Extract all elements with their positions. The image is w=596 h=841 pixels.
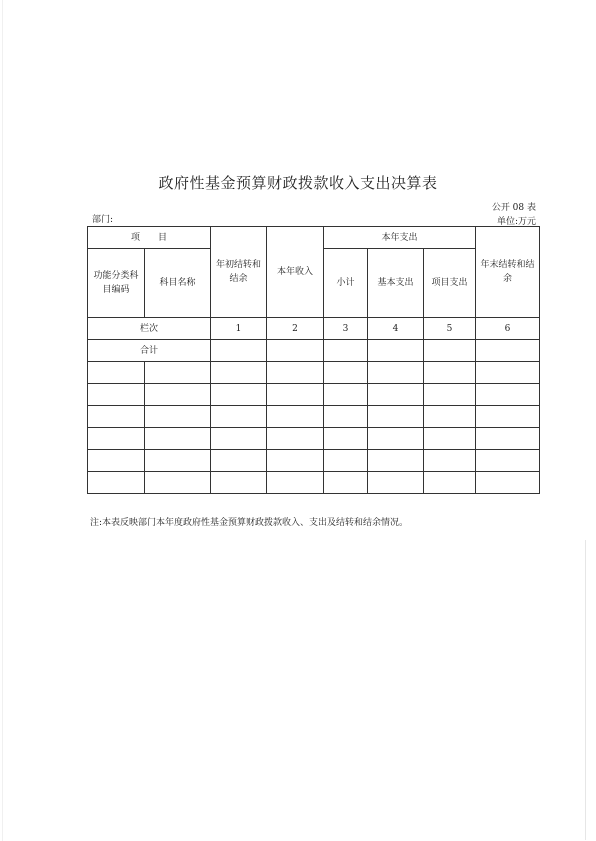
table-row [88, 472, 540, 494]
table-cell [424, 406, 476, 428]
table-cell [145, 362, 211, 384]
table-row [88, 384, 540, 406]
col-number: 6 [476, 318, 540, 340]
table-cell [267, 340, 324, 362]
table-row [88, 450, 540, 472]
table-cell [424, 384, 476, 406]
header-func-code: 功能分类科目编码 [88, 249, 145, 318]
header-expense-group: 本年支出 [324, 227, 476, 249]
table-cell [267, 384, 324, 406]
table-cell [145, 406, 211, 428]
table-cell [211, 428, 267, 450]
table-cell [88, 472, 145, 494]
header-year-income: 本年收入 [267, 227, 324, 318]
table-cell [267, 450, 324, 472]
scan-edge [2, 0, 3, 841]
table-cell [476, 340, 540, 362]
table-cell [368, 450, 424, 472]
table-cell [211, 362, 267, 384]
table-cell [324, 428, 368, 450]
table-cell [88, 428, 145, 450]
table-cell [145, 384, 211, 406]
header-subtotal: 小计 [324, 249, 368, 318]
header-begin-balance: 年初结转和结余 [211, 227, 267, 318]
unit-label: 单位:万元 [496, 217, 536, 227]
table-cell [211, 472, 267, 494]
table-cell [368, 428, 424, 450]
header-subject-name: 科目名称 [145, 249, 211, 318]
table-cell [368, 472, 424, 494]
page-title: 政府性基金预算财政拨款收入支出决算表 [158, 174, 438, 192]
table-cell [368, 362, 424, 384]
scan-edge [585, 540, 586, 840]
total-label: 合计 [88, 340, 211, 362]
department-label: 部门: [92, 215, 114, 225]
table-cell [476, 384, 540, 406]
table-cell [324, 340, 368, 362]
table-cell [324, 406, 368, 428]
table-row [88, 406, 540, 428]
table-cell [211, 450, 267, 472]
budget-table [87, 226, 540, 494]
table-cell [324, 384, 368, 406]
table-cell [476, 406, 540, 428]
table-cell [88, 384, 145, 406]
table-cell [211, 384, 267, 406]
table-note: 注:本表反映部门本年度政府性基金预算财政拨款收入、支出及结转和结余情况。 [90, 518, 409, 528]
table-cell [476, 362, 540, 384]
table-cell [476, 450, 540, 472]
table-cell [145, 450, 211, 472]
table-cell [267, 472, 324, 494]
table-cell [324, 472, 368, 494]
form-number: 公开 08 表 [491, 203, 536, 213]
table-cell [476, 472, 540, 494]
table-cell [267, 428, 324, 450]
header-basic-expense: 基本支出 [368, 249, 424, 318]
table-cell [88, 362, 145, 384]
table-cell [88, 450, 145, 472]
col-number: 3 [324, 318, 368, 340]
col-number: 2 [267, 318, 324, 340]
table-cell [324, 362, 368, 384]
table-cell [476, 428, 540, 450]
table-cell [324, 450, 368, 472]
col-number: 5 [424, 318, 476, 340]
table-cell [211, 340, 267, 362]
table-cell [267, 406, 324, 428]
table-cell [424, 428, 476, 450]
header-project-expense: 项目支出 [424, 249, 476, 318]
table-row [88, 362, 540, 384]
table-cell [145, 428, 211, 450]
col-number: 1 [211, 318, 267, 340]
table-cell [368, 340, 424, 362]
col-number: 4 [368, 318, 424, 340]
table-row [88, 428, 540, 450]
table-cell [145, 472, 211, 494]
col-index-label: 栏次 [88, 318, 211, 340]
table-cell [88, 406, 145, 428]
table-cell [424, 472, 476, 494]
table-cell [424, 340, 476, 362]
table-cell [267, 362, 324, 384]
table-cell [368, 406, 424, 428]
table-cell [211, 406, 267, 428]
table-cell [424, 450, 476, 472]
header-item-group: 项 目 [88, 227, 211, 249]
table-cell [424, 362, 476, 384]
table-cell [368, 384, 424, 406]
header-end-balance: 年末结转和结余 [476, 227, 540, 318]
